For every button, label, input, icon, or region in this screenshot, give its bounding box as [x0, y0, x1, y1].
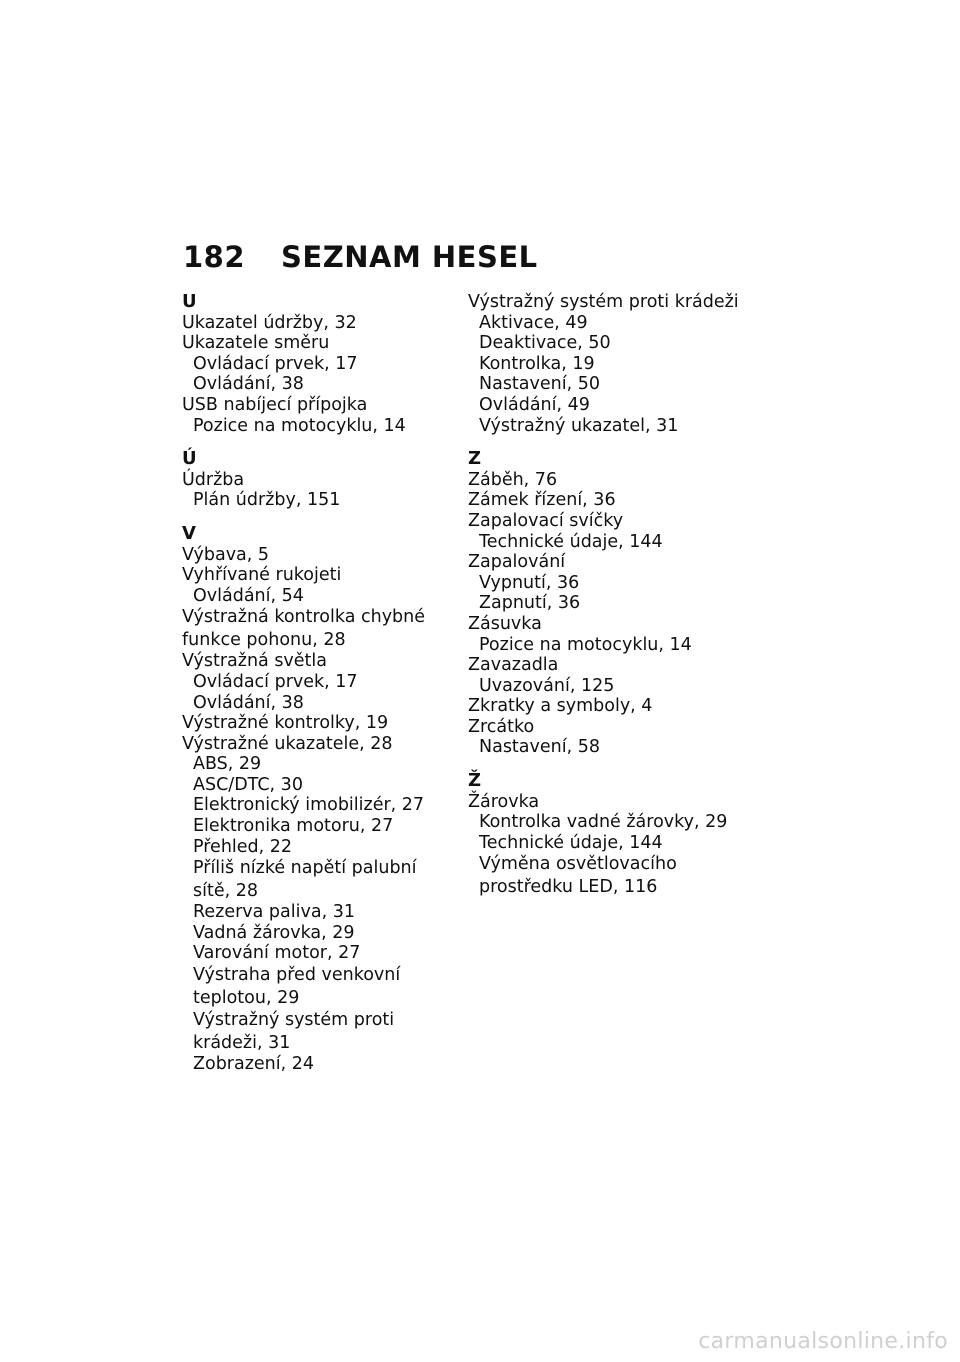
index-entry: Zapalovací svíčky [468, 510, 624, 531]
section-letter: V [182, 522, 196, 544]
index-entry: Zapalování [468, 552, 566, 573]
index-subentry: Pozice na motocyklu, 14 [479, 634, 692, 655]
index-subentry: Aktivace, 49 [479, 312, 588, 333]
index-entry: Výstražné kontrolky, 19 [182, 713, 389, 734]
section-letter: Ž [468, 770, 482, 792]
watermark: carmanualsonline.info [698, 1329, 948, 1354]
index-entry: Zrcátko [468, 716, 535, 737]
index-subentry: Nastavení, 58 [479, 737, 600, 758]
index-section-v [182, 524, 462, 1075]
index-subentry: Technické údaje, 144 [479, 832, 663, 853]
index-section-u-acute [182, 449, 462, 511]
index-subentry: Ovládání, 38 [193, 692, 304, 713]
index-subentry: Ovládací prvek, 17 [193, 671, 358, 692]
index-subentry: Přehled, 22 [193, 836, 293, 857]
index-column-left [182, 292, 462, 1075]
page-title: SEZNAM HESEL [281, 240, 538, 274]
index-subentry: Varování motor, 27 [193, 943, 361, 964]
index-subentry: Ovládání, 38 [193, 374, 304, 395]
index-entry: Zavazadla [468, 655, 559, 676]
index-entry: Výstražná světla [182, 651, 328, 672]
index-entry: Vyhřívané rukojeti [182, 565, 342, 586]
index-subentry: Elektronický imobilizér, 27 [193, 795, 425, 816]
index-subentry: Pozice na motocyklu, 14 [193, 415, 406, 436]
index-entry: Ukazatel údržby, 32 [182, 312, 357, 333]
index-section-z [468, 449, 748, 758]
index-subentry: Výměna osvětlovacího prostředku LED, 116 [479, 854, 677, 897]
index-subentry: Výstražný ukazatel, 31 [479, 415, 679, 436]
index-entry: USB nabíjecí přípojka [182, 394, 368, 415]
index-entry: Výbava, 5 [182, 544, 270, 565]
index-entry: Výstražné ukazatele, 28 [182, 733, 393, 754]
page-number: 182 [183, 240, 246, 274]
index-entry: Zkratky a symboly, 4 [468, 696, 653, 717]
index-subentry: Příliš nízké napětí palubní sítě, 28 [193, 858, 417, 901]
index-entry: Žárovka [468, 791, 540, 812]
section-letter: U [182, 291, 197, 312]
index-subentry: Kontrolka, 19 [479, 353, 595, 374]
index-subentry: Výstraha před venkovní teplotou, 29 [193, 965, 401, 1008]
index-subentry: Vypnutí, 36 [479, 572, 580, 593]
index-subentry: Ovládání, 54 [193, 585, 304, 606]
index-subentry: Zobrazení, 24 [193, 1054, 315, 1075]
index-subentry: ABS, 29 [193, 754, 262, 775]
index-entry: Zásuvka [468, 613, 542, 634]
index-column-right [468, 292, 748, 898]
index-section-v-continued [468, 292, 748, 436]
index-entry: Ukazatele směru [182, 333, 330, 354]
index-subentry: ASC/DTC, 30 [193, 774, 303, 795]
index-subentry: Elektronika motoru, 27 [193, 816, 394, 837]
index-subentry: Vadná žárovka, 29 [193, 922, 355, 943]
index-entry: Zámek řízení, 36 [468, 490, 616, 511]
index-subentry: Rezerva paliva, 31 [193, 902, 355, 923]
index-subentry: Uvazování, 125 [479, 675, 615, 696]
index-subentry: Ovládání, 49 [479, 394, 590, 415]
index-entry: Záběh, 76 [468, 469, 558, 490]
index-entry: Údržba [182, 469, 245, 490]
index-section-u [182, 292, 462, 436]
index-subentry: Plán údržby, 151 [193, 490, 341, 511]
index-subentry: Nastavení, 50 [479, 374, 600, 395]
index-subentry: Kontrolka vadné žárovky, 29 [479, 812, 728, 833]
index-section-z-caron [468, 771, 748, 898]
index-subentry: Ovládací prvek, 17 [193, 353, 358, 374]
index-subentry: Technické údaje, 144 [479, 531, 663, 552]
section-letter: Z [468, 448, 482, 470]
page-header [183, 240, 538, 274]
section-letter: Ú [182, 448, 197, 470]
index-subentry: Výstražný systém proti krádeži, 31 [193, 1010, 395, 1053]
index-subentry: Deaktivace, 50 [479, 333, 611, 354]
index-entry: Výstražný systém proti krádeži [468, 292, 739, 312]
index-subentry: Zapnutí, 36 [479, 593, 581, 614]
index-entry: Výstražná kontrolka chybné funkce pohonu, 28 [182, 607, 426, 650]
